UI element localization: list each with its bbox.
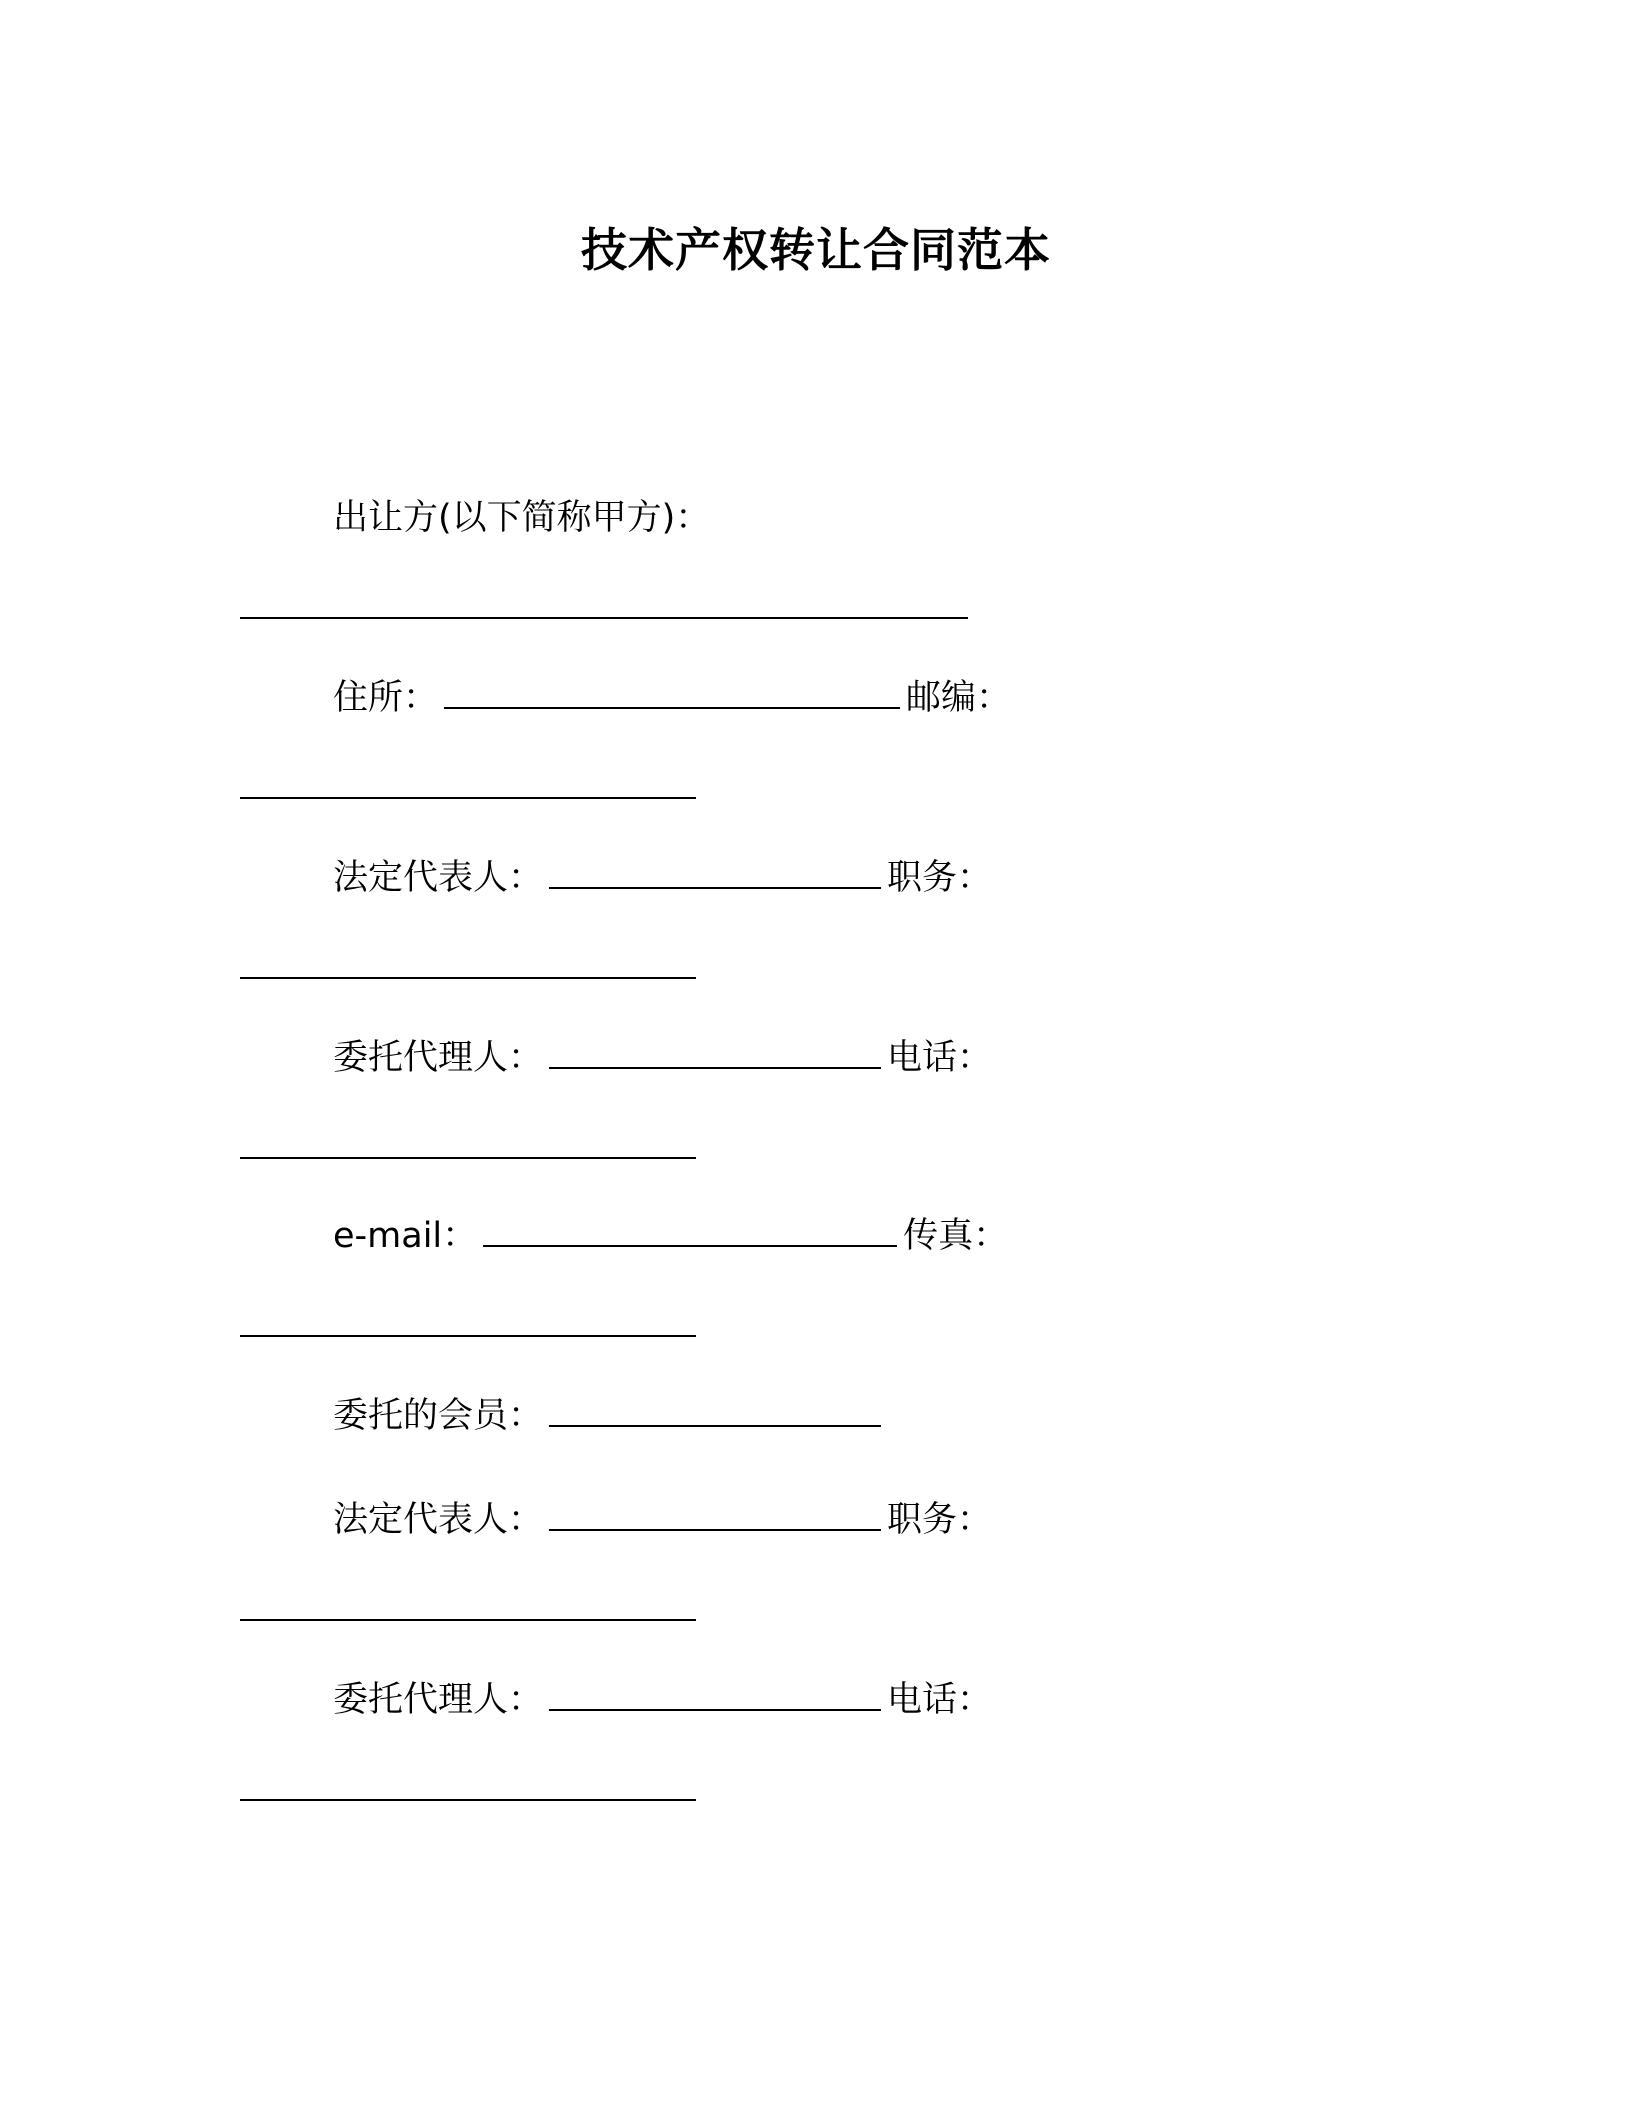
- position-row-cont: [240, 944, 696, 992]
- position-label: 职务：: [887, 858, 993, 898]
- party-a-name-row-cont: [240, 584, 968, 632]
- postcode-row-cont: [240, 764, 696, 812]
- member-agent-row: [333, 1676, 992, 1724]
- email-blank[interactable]: [483, 1215, 897, 1247]
- address-blank[interactable]: [444, 677, 900, 709]
- agent-blank[interactable]: [549, 1037, 881, 1069]
- member-agent-blank[interactable]: [549, 1679, 881, 1711]
- member-position-blank[interactable]: [240, 1589, 696, 1621]
- party-a-name-label: 出让方(以下简称甲方)：: [333, 498, 711, 538]
- member-label: 委托的会员：: [333, 1396, 544, 1436]
- agent-label: 委托代理人：: [333, 1038, 544, 1078]
- phone-label: 电话：: [887, 1038, 993, 1078]
- party-a-address-row: [333, 674, 1011, 722]
- member-legal-rep-label: 法定代表人：: [333, 1500, 544, 1540]
- party-a-email-row: [333, 1212, 1008, 1260]
- member-phone-label: 电话：: [887, 1680, 993, 1720]
- fax-row-cont: [240, 1302, 696, 1350]
- fax-blank[interactable]: [240, 1305, 696, 1337]
- legal-rep-blank[interactable]: [549, 857, 881, 889]
- address-label: 住所：: [333, 678, 439, 718]
- postcode-blank[interactable]: [240, 767, 696, 799]
- member-legal-rep-row: [333, 1496, 992, 1544]
- legal-rep-label: 法定代表人：: [333, 858, 544, 898]
- party-a-name-blank[interactable]: [240, 587, 968, 619]
- postcode-label: 邮编：: [906, 678, 1012, 718]
- document-title: 技术产权转让合同范本: [581, 223, 1051, 277]
- email-label: e-mail：: [333, 1216, 478, 1256]
- member-blank[interactable]: [549, 1395, 881, 1427]
- party-a-name-row: [333, 494, 710, 542]
- member-phone-blank[interactable]: [240, 1769, 696, 1801]
- member-agent-label: 委托代理人：: [333, 1680, 544, 1720]
- member-row: [333, 1392, 887, 1440]
- member-legal-rep-blank[interactable]: [549, 1499, 881, 1531]
- phone-row-cont: [240, 1124, 696, 1172]
- party-a-agent-row: [333, 1034, 992, 1082]
- fax-label: 传真：: [903, 1216, 1009, 1256]
- party-a-legal-rep-row: [333, 854, 992, 902]
- member-position-row-cont: [240, 1586, 696, 1634]
- position-blank[interactable]: [240, 947, 696, 979]
- member-position-label: 职务：: [887, 1500, 993, 1540]
- member-phone-row-cont: [240, 1766, 696, 1814]
- phone-blank[interactable]: [240, 1127, 696, 1159]
